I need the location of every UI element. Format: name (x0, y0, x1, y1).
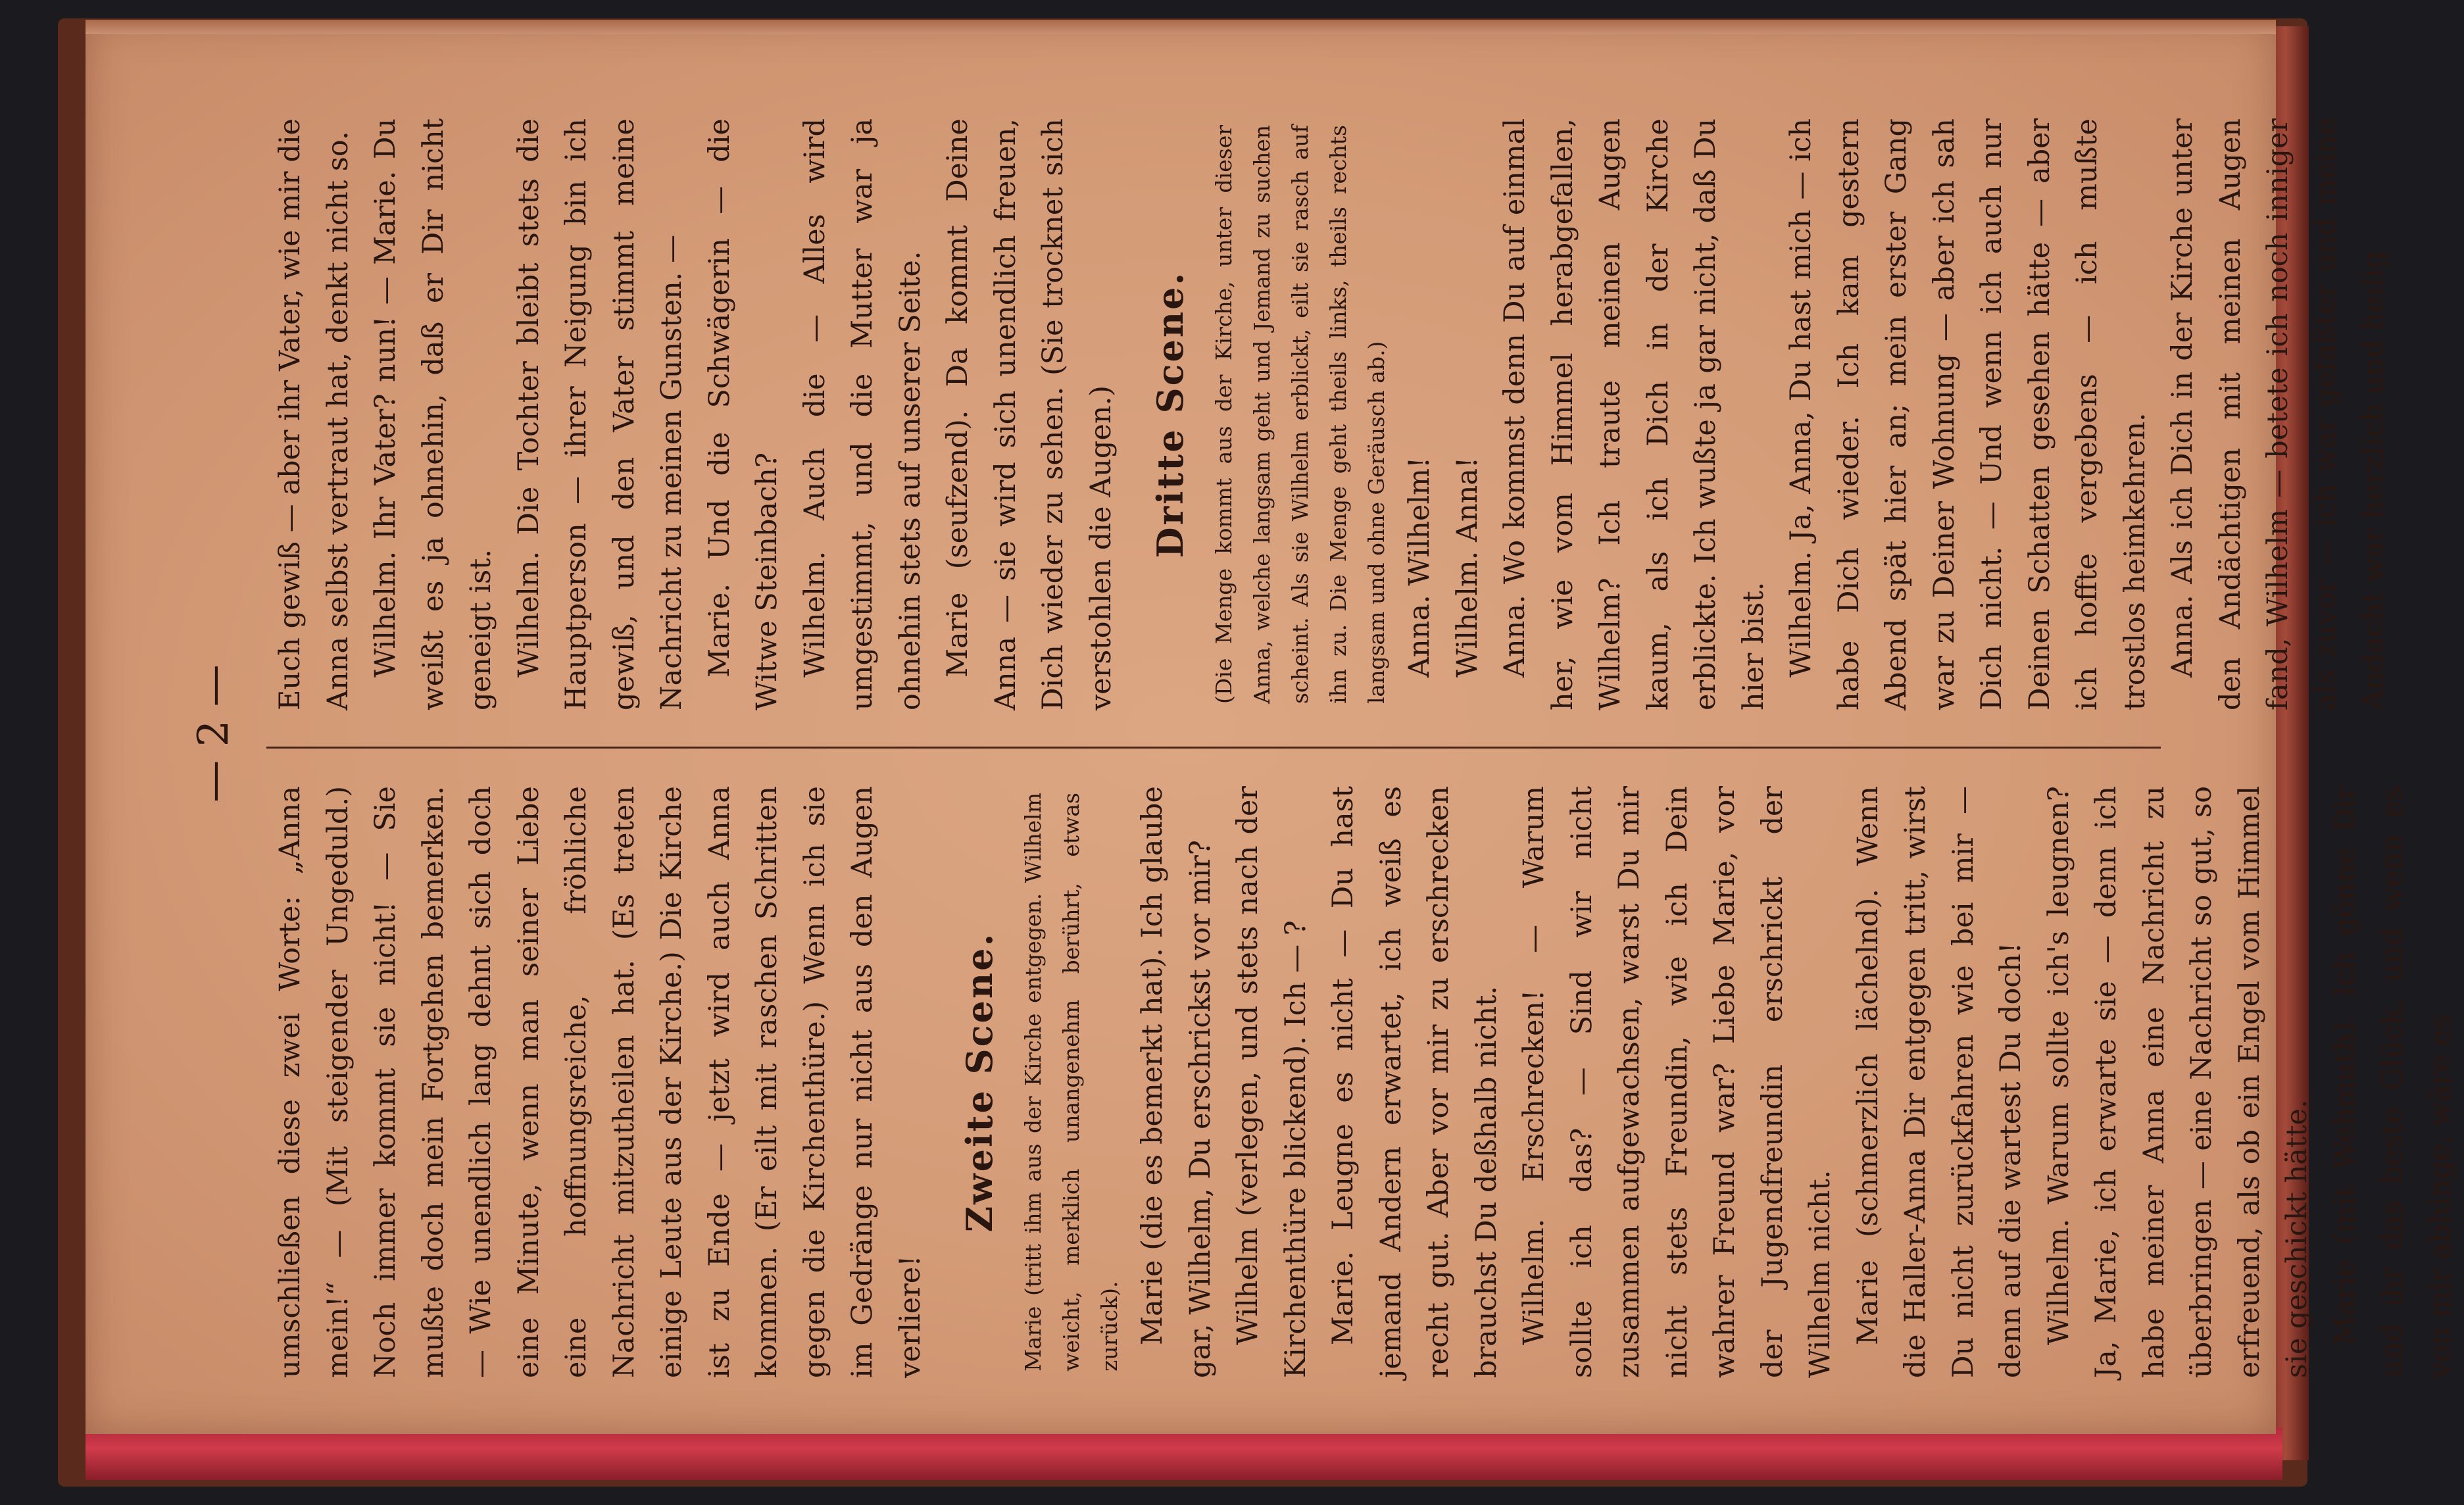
dialogue-line: Marie. Und die Schwägerin — die Witwe Steinbach? (702, 118, 783, 710)
dialogue-line: Anna. Wo kommst denn Du auf einmal her, wie vom Himmel herabgefallen, Wilhelm? Ich traute meinen Augen kaum, als ich Dich in der Kirche erblickte. Ich wußte ja gar nicht, daß Du hier bist. (1498, 118, 1770, 710)
left-column (266, 786, 2457, 1378)
dialogue-line: Wilhelm. Die Tochter bleibt stets die Hauptperson — ihrer Neigung bin ich gewiß, und den Vater stimmt meine Nachricht zu meinen Gunsten. — (512, 118, 688, 710)
dialogue-line: Marie. Leugne es nicht — Du hast jemand Andern erwartet, ich weiß es recht gut. Aber vor mir zu erschrecken brauchst Du deßhalb nicht. (1327, 786, 1503, 1378)
printed-content (174, 89, 2457, 1378)
dialogue-line: Wilhelm (verlegen, und stets nach der Kirchenthüre blickend). Ich — ? (1231, 786, 1312, 1378)
dialogue-line: Marie (schmerzlich lächelnd). Wenn die Haller-Anna Dir entgegen tritt, wirst Du nicht zurückfahren wie bei mir — denn auf die wartest Du doch! (1851, 786, 2027, 1378)
column-divider (266, 747, 2161, 749)
right-column (266, 118, 2390, 710)
dialogue-line: Marie (seufzend). Da kommt Deine Anna — sie wird sich unendlich freuen, Dich wieder zu sehen. (Sie trocknet sich verstohlen die Augen.) (941, 118, 1118, 710)
dialogue-line: Marie (die es bemerkt hat). Ich glaube gar, Wilhelm, Du erschrickst vor mir? (1136, 786, 1217, 1378)
page-top-strip (86, 20, 2276, 34)
left-column-text: umschließen diese zwei Worte: „Anna mein!“ — (Mit steigender Ungeduld.) Noch immer kommt sie nicht! — Sie mußte doch mein Fortgehen bemerken. — Wie unendlich lang dehnt sich doch eine Minute, wenn man seiner Liebe eine hoffnungsreiche, fröhliche Nachricht mitzutheilen hat. (Es treten einige Leute aus der Kirche.) Die Kirche ist zu Ende — jetzt wird auch Anna kommen. (Er eilt mit raschen Schritten gegen die Kirchenthüre.) Wenn ich sie im Gedränge nur nicht aus den Augen verliere! (274, 786, 927, 1378)
scene-title: Zweite Scene. (958, 931, 1000, 1233)
dialogue-line: Marie (mit Wehmuth). Ich gönne Dir und ihr das beste Glück, und wenn es von mir abhinge, wäre es (2328, 786, 2457, 1378)
stage-direction: Marie (tritt ihm aus der Kirche entgegen. Wilhelm weicht, merklich unangenehm berührt, etwas zurück). (1020, 793, 1122, 1371)
page-edge-red (86, 1427, 2282, 1480)
scene-title: Dritte Scene. (1149, 270, 1191, 558)
dialogue-line: Anna. Wilhelm! (1403, 456, 1436, 678)
dialogue-line: Wilhelm. Auch die — Alles wird umgestimmt, und die Mutter war ja ohnehin stets auf unserer Seite. (798, 118, 927, 710)
book-page (86, 20, 2457, 1434)
page-number: — 2 — (189, 664, 238, 802)
dialogue-line: Euch gewiß — aber ihr Vater, wie mir die Anna selbst vertraut hat, denkt nicht so. (274, 118, 355, 710)
stage-direction: (Die Menge kommt aus der Kirche, unter dieser Anna, welche langsam geht und Jemand zu suchen scheint. Als sie Wilhelm erblickt, eilt sie rasch auf ihn zu. Die Menge geht theils links, theils rechts langsam und ohne Geräusch ab.) (1211, 125, 1389, 704)
dialogue-line: Wilhelm. Warum sollte ich's leugnen? Ja, Marie, ich erwarte sie — denn ich habe meiner Anna eine Nachricht zu überbringen — eine Nachricht so gut, so erfreuend, als ob ein Engel vom Himmel sie geschickt hätte. (2042, 786, 2313, 1378)
dialogue-line: Anna. Als ich Dich in der Kirche unter den Andächtigen mit meinen Augen fand, Wilhelm — betete ich noch inniger als zuvor — ich war gefaßter und meine Andacht war herzlich und heilig (2166, 118, 2390, 710)
dialogue-line: Wilhelm. Erschrecken! — Warum sollte ich das? — Sind wir nicht zusammen aufgewachsen, warst Du mir nicht stets Freundin, wie ich Dein wahrer Freund war? Liebe Marie, vor der Jugendfreundin erschrickt der Wilhelm nicht. (1517, 786, 1836, 1378)
dialogue-line: Wilhelm. Ihr Vater? nun! — Marie. Du weißt es ja ohnehin, daß er Dir nicht geneigt ist. (369, 118, 497, 710)
dialogue-line: Wilhelm. Ja, Anna, Du hast mich — ich habe Dich wieder. Ich kam gestern Abend spät hier an; mein erster Gang war zu Deiner Wohnung — aber ich sah Dich nicht. — Und wenn ich auch nur Deinen Schatten gesehen hätte — aber ich hoffte vergebens — ich mußte trostlos heimkehren. (1785, 118, 2152, 710)
dialogue-line: Wilhelm. Anna! (1450, 456, 1484, 678)
